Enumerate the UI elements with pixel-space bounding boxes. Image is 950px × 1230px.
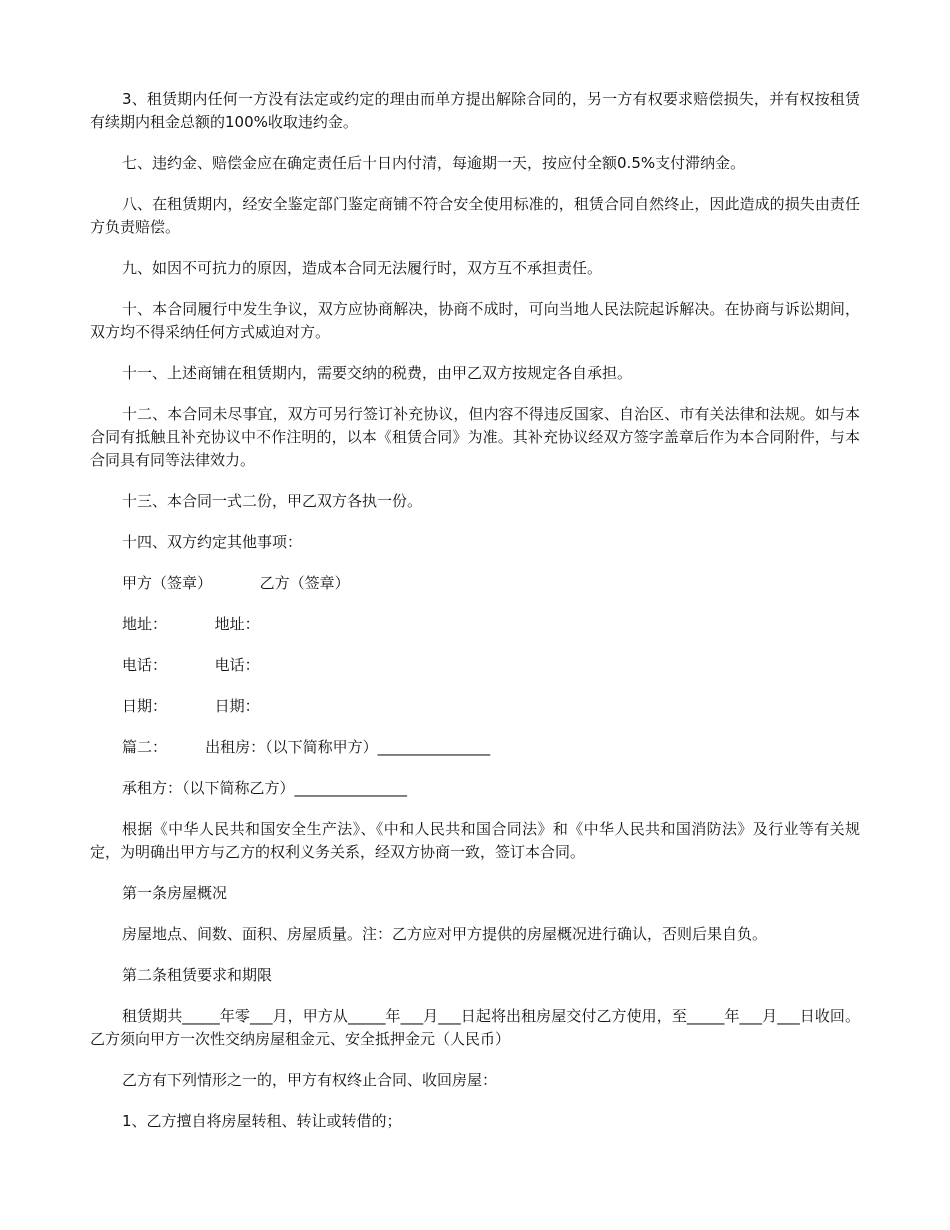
- paragraph: 租赁期共_____年零___月，甲方从_____年___月___日起将出租房屋交付乙方使用，至_____年___月___日收回。乙方须向甲方一次性交纳房屋租金元、安全抵押金元（人民币）: [90, 1007, 860, 1048]
- document-body: [90, 88, 860, 1133]
- paragraph: 房屋地点、间数、面积、房屋质量。注：乙方应对甲方提供的房屋概况进行确认，否则后果自负。: [122, 925, 768, 943]
- phone-line: 电话： 电话：: [122, 656, 260, 674]
- paragraph: 十一、上述商铺在租赁期内，需要交纳的税费，由甲乙双方按规定各自承担。: [122, 364, 633, 382]
- date-line: 日期： 日期：: [122, 697, 260, 715]
- paragraph: 十二、本合同未尽事宜，双方可另行签订补充协议，但内容不得违反国家、自治区、市有关法律和法规。如与本合同有抵触且补充协议中不作注明的，以本《租赁合同》为准。其补充协议经双方签字盖章后作为本合同附件，与本合同具有同等法律效力。: [90, 405, 860, 469]
- section-heading: 篇二： 出租房：（以下简称甲方）_______________: [122, 738, 491, 756]
- paragraph: 七、违约金、赔偿金应在确定责任后十日内付清，每逾期一天，按应付全额0.5%支付滞纳金。: [122, 154, 746, 172]
- paragraph: 八、在租赁期内，经安全鉴定部门鉴定商铺不符合安全使用标准的，租赁合同自然终止，因此造成的损失由责任方负责赔偿。: [90, 195, 860, 236]
- article-heading: 第二条租赁要求和期限: [122, 966, 273, 984]
- paragraph: 乙方有下列情形之一的，甲方有权终止合同、收回房屋：: [122, 1071, 498, 1089]
- paragraph: 十、本合同履行中发生争议，双方应协商解决，协商不成时，可向当地人民法院起诉解决。在协商与诉讼期间，双方均不得采纳任何方式威迫对方。: [90, 300, 860, 341]
- article-heading: 第一条房屋概况: [122, 884, 228, 902]
- paragraph: 1、乙方擅自将房屋转租、转让或转借的；: [122, 1112, 402, 1130]
- paragraph: 承租方：（以下简称乙方）_______________: [122, 779, 408, 797]
- paragraph: 十三、本合同一式二份，甲乙双方各执一份。: [122, 492, 423, 510]
- signature-line: 甲方（签章） 乙方（签章）: [122, 574, 350, 592]
- address-line: 地址： 地址：: [122, 615, 260, 633]
- paragraph: 3、租赁期内任何一方没有法定或约定的理由而单方提出解除合同的，另一方有权要求赔偿损失，并有权按租赁有续期内租金总额的100%收取违约金。: [90, 90, 860, 131]
- paragraph: 根据《中华人民共和国安全生产法》、《中和人民共和国合同法》和《中华人民共和国消防法》及行业等有关规定，为明确出甲方与乙方的权利义务关系，经双方协商一致，签订本合同。: [90, 820, 860, 861]
- paragraph: 九、如因不可抗力的原因，造成本合同无法履行时，双方互不承担责任。: [122, 259, 603, 277]
- paragraph: 十四、双方约定其他事项：: [122, 533, 303, 551]
